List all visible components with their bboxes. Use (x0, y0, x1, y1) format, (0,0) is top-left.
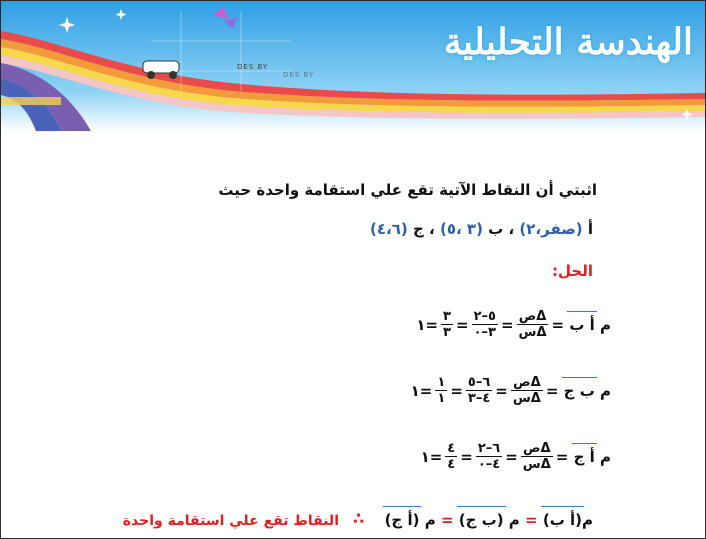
slope-symbol: م (508, 511, 520, 529)
delta-fraction: $\frac{\text{Δص}}{\text{Δس}}$ (512, 375, 541, 406)
final-equation: م(أ ب) = م (ب ج) = م (أ ج) (384, 511, 593, 529)
segment-bc: ب ج (563, 381, 595, 400)
point-c-coords: (٤،٦) (370, 220, 408, 238)
header-banner (1, 1, 706, 131)
slope-ab-line: م أ ب = $\frac{\text{Δص}}{\text{Δس}}$ = $\frac{٥-٢}{٣-٠}$ = $\frac{٣}{٣}$ = ١ (416, 309, 611, 340)
slope-symbol: م (424, 511, 436, 529)
segment-bc: (ب ج) (458, 511, 504, 529)
difference-fraction: $\frac{٦-٥}{٤-٣}$ (467, 375, 491, 406)
segment-ac: (أ ج) (384, 511, 420, 529)
point-b-label: ب (488, 220, 504, 238)
point-a-coords: (صفر،٢) (519, 220, 583, 238)
banner-title: الهندسة التحليلية (443, 21, 693, 63)
delta-fraction: $\frac{\text{Δص}}{\text{Δس}}$ (518, 309, 547, 340)
simplified-fraction: $\frac{٤}{٤}$ (447, 441, 456, 472)
separator: ، (508, 220, 515, 238)
simplified-fraction: $\frac{١}{١}$ (437, 375, 446, 406)
question-text: اثبتي أن النقاط الآتية تقع علي استقامة واحدة حيث (218, 181, 597, 199)
points-line (370, 220, 593, 238)
difference-fraction: $\frac{٦-٢}{٤-٠}$ (477, 441, 501, 472)
point-c-label: ج (412, 220, 424, 238)
slope-bc-line: م ب ج = $\frac{\text{Δص}}{\text{Δس}}$ = $\frac{٦-٥}{٤-٣}$ = $\frac{١}{١}$ = ١ (410, 375, 611, 406)
slope-symbol: م (600, 447, 611, 466)
slope-symbol: م (600, 315, 611, 334)
slope-result: ١ (416, 315, 426, 334)
segment-ac: أ ج (573, 447, 595, 466)
slope-ac-line: م أ ج = $\frac{\text{Δص}}{\text{Δس}}$ = $\frac{٦-٢}{٤-٠}$ = $\frac{٤}{٤}$ = ١ (420, 441, 611, 472)
difference-fraction: $\frac{٥-٢}{٣-٠}$ (473, 309, 496, 340)
slope-symbol: م (582, 511, 593, 529)
separator: ، (429, 220, 435, 238)
designer-label: DES BY (237, 63, 269, 71)
segment-ab: (أ ب) (542, 511, 582, 529)
point-a-label: أ (587, 220, 593, 238)
conclusion-text: النقاط تقع علي استقامة واحدة (122, 513, 339, 529)
slope-result: ١ (420, 447, 430, 466)
simplified-fraction: $\frac{٣}{٣}$ (443, 309, 451, 340)
therefore-icon: ∴ (353, 509, 365, 528)
point-b-coords: (٣ ،٥) (439, 220, 483, 238)
solution-label: الحل: (552, 262, 593, 280)
segment-ab: أ ب (569, 315, 595, 334)
designer-label-faded: DES BY (283, 71, 315, 79)
delta-fraction: $\frac{\text{Δص}}{\text{Δس}}$ (522, 441, 551, 472)
slope-symbol: م (600, 381, 611, 400)
slope-result: ١ (410, 381, 420, 400)
